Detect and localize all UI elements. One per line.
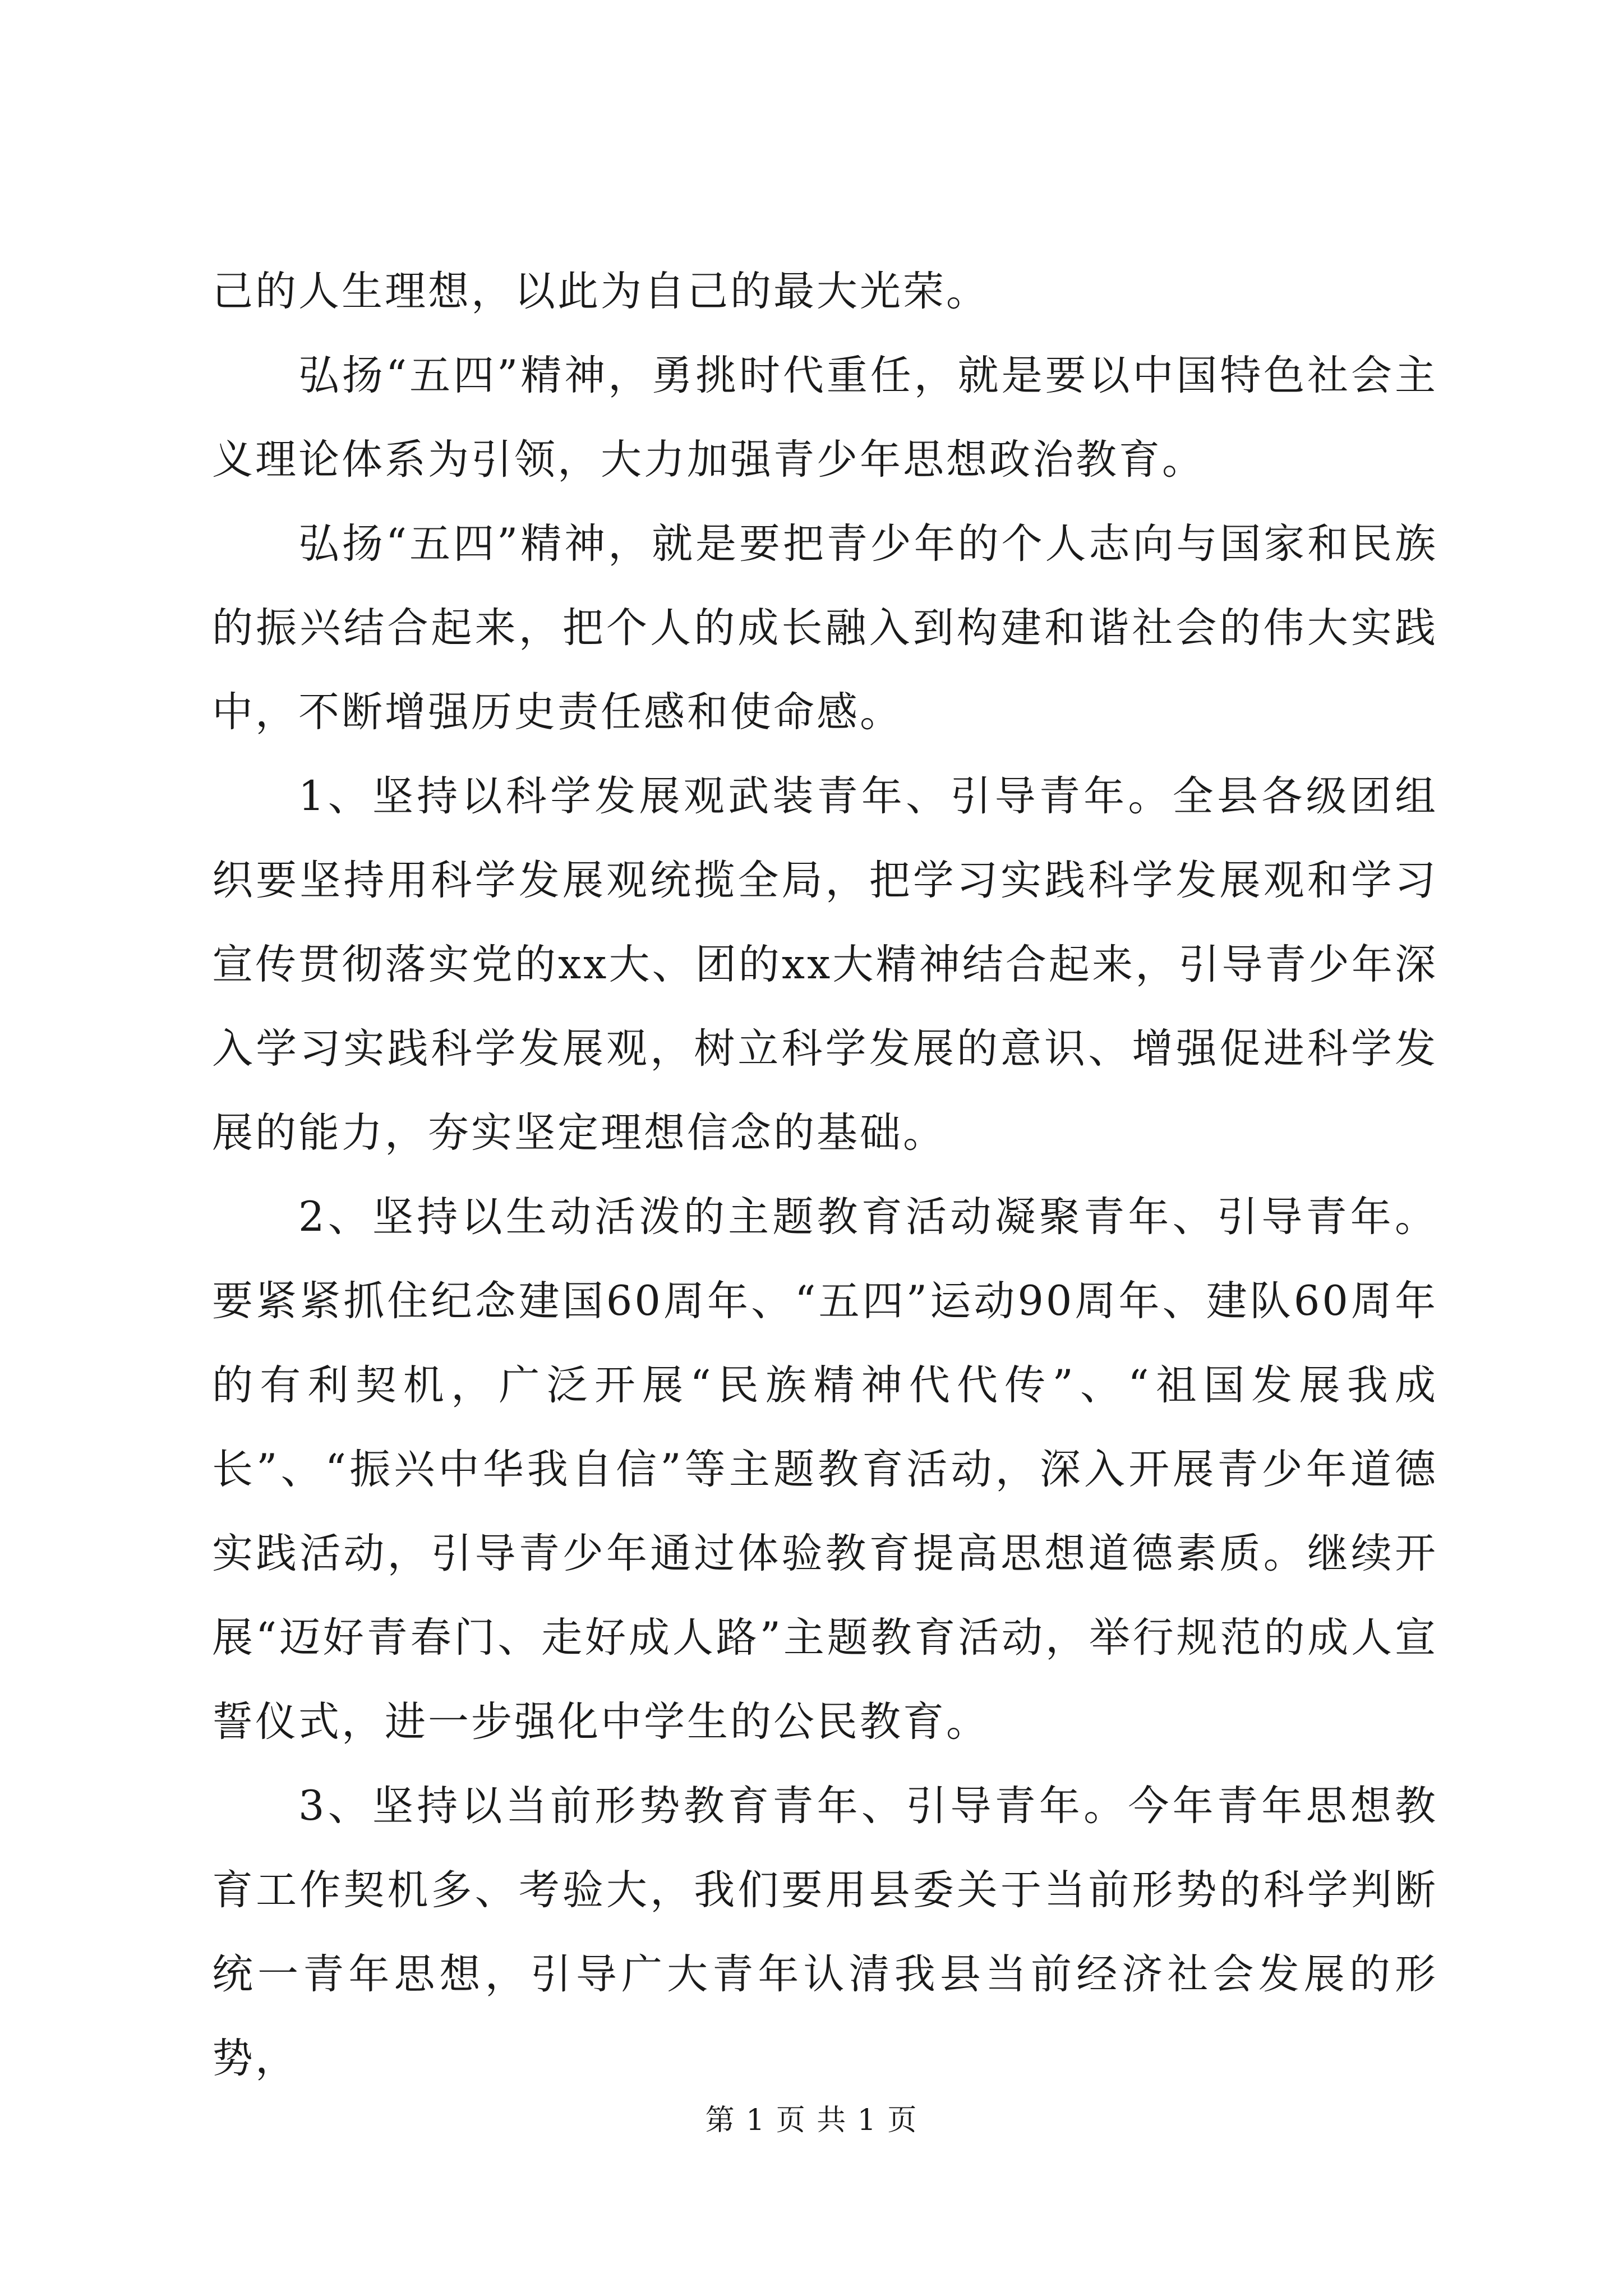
paragraph-4: 1、坚持以科学发展观武装青年、引导青年。全县各级团组织要坚持用科学发展观统揽全局，把学习实践科学发展观和学习宣传贯彻落实党的xx大、团的xx大精神结合起来，引导青少年深入学习实践科学发展观，树立科学发展的意识、增强促进科学发展的能力，夯实坚定理想信念的基础。 (212, 772, 1438, 1157)
paragraph-1: 己的人生理想，以此为自己的最大光荣。 (212, 268, 989, 315)
paragraph-3: 弘扬“五四”精神，就是要把青少年的个人志向与国家和民族的振兴结合起来，把个人的成长融入到构建和谐社会的伟大实践中，不断增强历史责任感和使命感。 (212, 520, 1438, 736)
document-body (212, 250, 1438, 2101)
paragraph-6: 3、坚持以当前形势教育青年、引导青年。今年青年思想教育工作契机多、考验大，我们要用县委关于当前形势的科学判断统一青年思想，引导广大青年认清我县当前经济社会发展的形势， (212, 1782, 1438, 2082)
paragraph-2: 弘扬“五四”精神，勇挑时代重任，就是要以中国特色社会主义理论体系为引领，大力加强青少年思想政治教育。 (212, 352, 1438, 484)
page-footer: 第 1 页 共 1 页 (705, 2104, 918, 2137)
paragraph-5: 2、坚持以生动活泼的主题教育活动凝聚青年、引导青年。要紧紧抓住纪念建国60周年、“五四”运动90周年、建队60周年的有利契机，广泛开展“民族精神代代传”、“祖国发展我成长”、“振兴中华我自信”等主题教育活动，深入开展青少年道德实践活动，引导青少年通过体验教育提高思想道德素质。继续开展“迈好青春门、走好成人路”主题教育活动，举行规范的成人宣誓仪式，进一步强化中学生的公民教育。 (212, 1193, 1438, 1746)
